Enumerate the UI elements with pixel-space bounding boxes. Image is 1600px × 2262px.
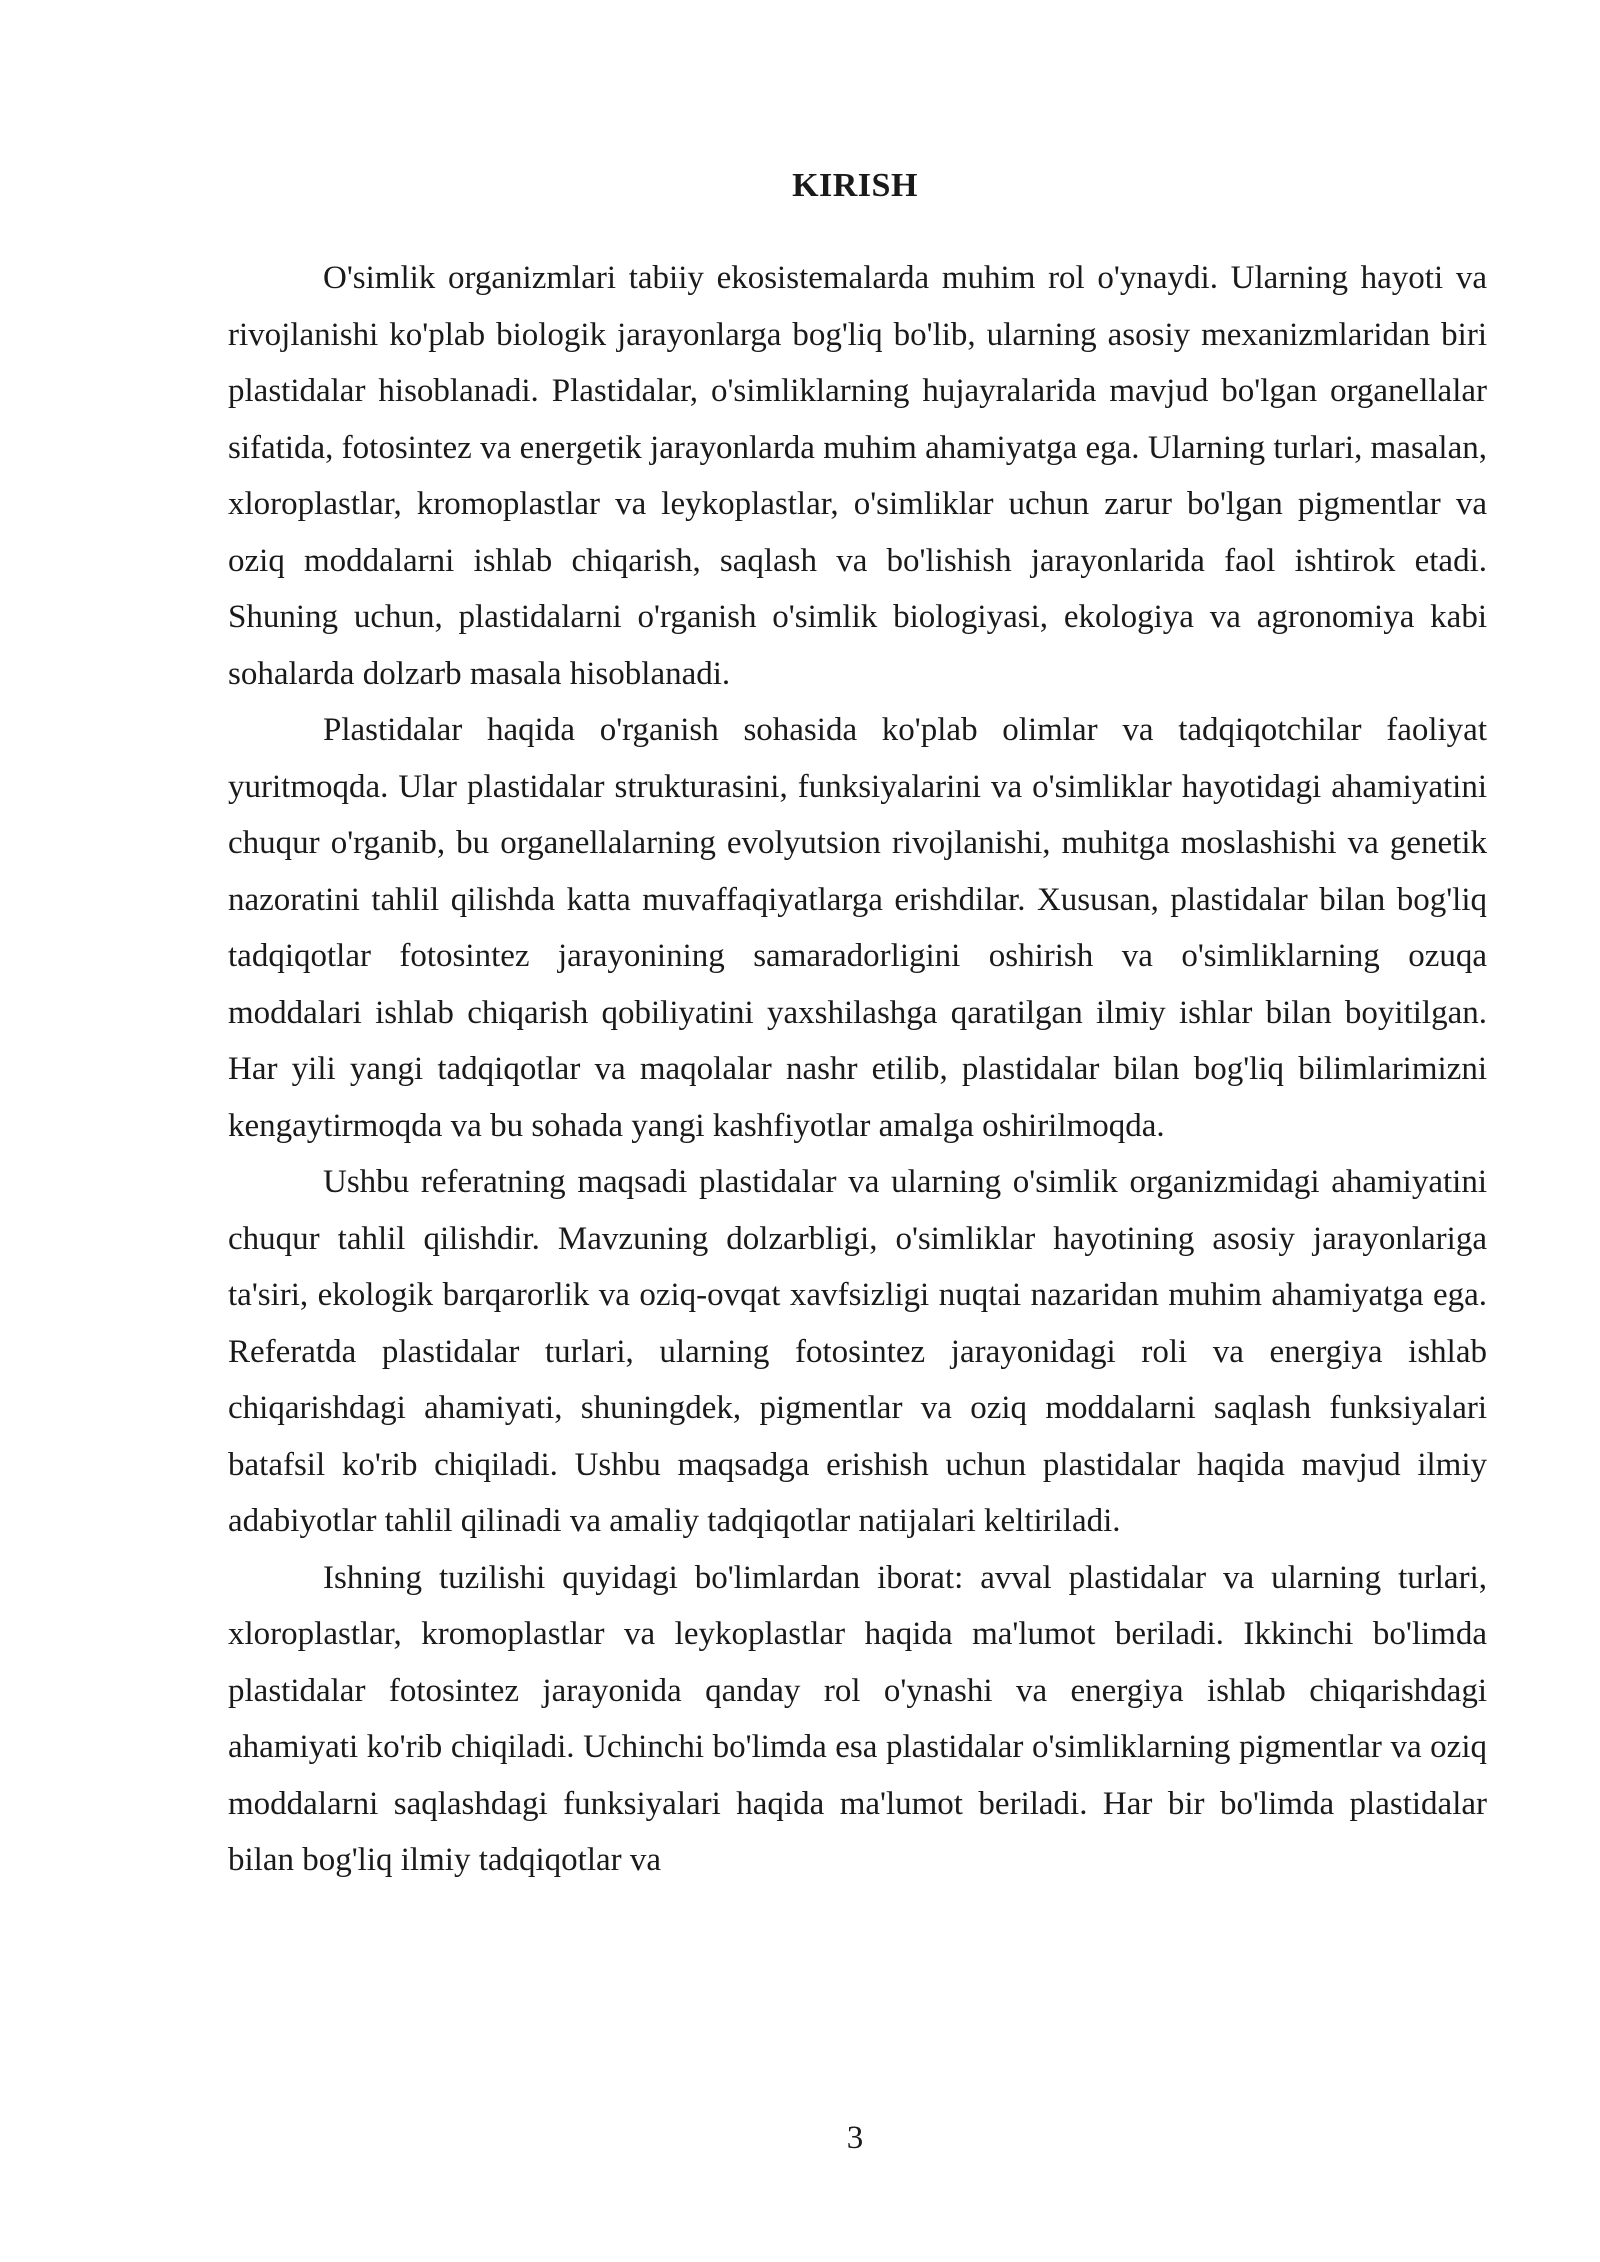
paragraph-research: Plastidalar haqida o'rganish sohasida ko'plab olimlar va tadqiqotchilar faoliyat yuritmoqda. Ular plastidalar strukturasini, funksiyalarini va o'simliklar hayotidagi ahamiyatini chuqur o'rganib, bu organellalarning evolyutsion rivojlanishi, muhitga moslashishi va genetik nazoratini tahlil qilishda katta muvaffaqiyatlarga erishdilar. Xususan, plastidalar bilan bog'liq tadqiqotlar fotosintez jarayonining samaradorligini oshirish va o'simliklarning ozuqa moddalari ishlab chiqarish qobiliyatini yaxshilashga qaratilgan ilmiy ishlar bilan boyitilgan. Har yili yangi tadqiqotlar va maqolalar nashr etilib, plastidalar bilan bog'liq bilimlarimizni kengaytirmoqda va bu sohada yangi kashfiyotlar amalga oshirilmoqda. [228, 712, 1487, 1144]
body-text [228, 250, 1487, 1889]
page-number: 3 [846, 2120, 864, 2156]
paragraph-purpose: Ushbu referatning maqsadi plastidalar va ularning o'simlik organizmidagi ahamiyatini chuqur tahlil qilishdir. Mavzuning dolzarbligi, o'simliklar hayotining asosiy jarayonlariga ta'siri, ekologik barqarorlik va oziq-ovqat xavfsizligi nuqtai nazaridan muhim ahamiyatga ega. Referatda plastidalar turlari, ularning fotosintez jarayonidagi roli va energiya ishlab chiqarishdagi ahamiyati, shuningdek, pigmentlar va oziq moddalarni saqlash funksiyalari batafsil ko'rib chiqiladi. Ushbu maqsadga erishish uchun plastidalar haqida mavjud ilmiy adabiyotlar tahlil qilinadi va amaliy tadqiqotlar natijalari keltiriladi. [228, 1164, 1487, 1539]
paragraph-structure: Ishning tuzilishi quyidagi bo'limlardan iborat: avval plastidalar va ularning turlari, xloroplastlar, kromoplastlar va leykoplastlar haqida ma'lumot beriladi. Ikkinchi bo'limda plastidalar fotosintez jarayonida qanday rol o'ynashi va energiya ishlab chiqarishdagi ahamiyati ko'rib chiqiladi. Uchinchi bo'limda esa plastidalar o'simliklarning pigmentlar va oziq moddalarni saqlashdagi funksiyalari haqida ma'lumot beriladi. Har bir bo'limda plastidalar bilan bog'liq ilmiy tadqiqotlar va [228, 1559, 1487, 1878]
page-title: KIRISH [792, 167, 918, 204]
paragraph-intro: O'simlik organizmlari tabiiy ekosistemalarda muhim rol o'ynaydi. Ularning hayoti va rivojlanishi ko'plab biologik jarayonlarga bog'liq bo'lib, ularning asosiy mexanizmlaridan biri plastidalar hisoblanadi. Plastidalar, o'simliklarning hujayralarida mavjud bo'lgan organellalar sifatida, fotosintez va energetik jarayonlarda muhim ahamiyatga ega. Ularning turlari, masalan, xloroplastlar, kromoplastlar va leykoplastlar, o'simliklar uchun zarur bo'lgan pigmentlar va oziq moddalarni ishlab chiqarish, saqlash va bo'lishish jarayonlarida faol ishtirok etadi. Shuning uchun, plastidalarni o'rganish o'simlik biologiyasi, ekologiya va agronomiya kabi sohalarda dolzarb masala hisoblanadi. [228, 260, 1487, 692]
